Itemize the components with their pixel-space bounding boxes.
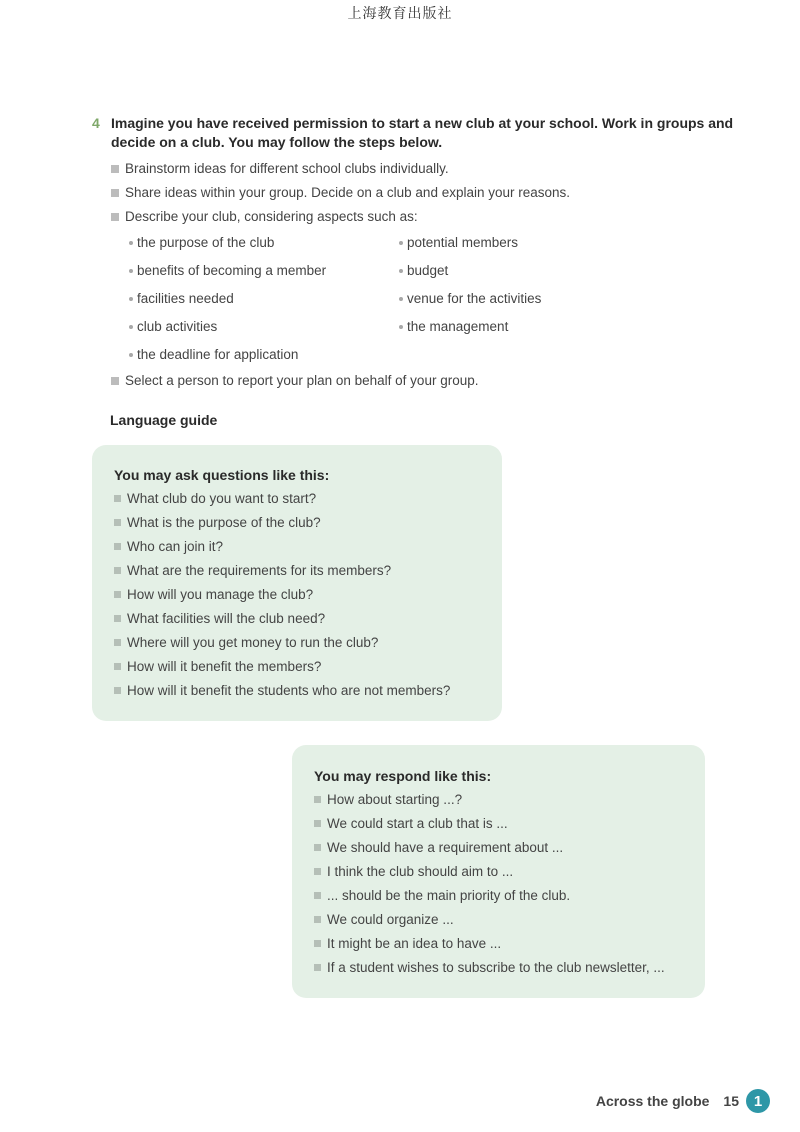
response-text: It might be an idea to have ... [327,936,502,951]
aspect-item [127,229,397,257]
square-bullet-icon [314,964,321,971]
responses-box [292,745,705,998]
question-text: How will you manage the club? [127,587,314,602]
question-text: What are the requirements for its members? [127,563,392,578]
question-text: What club do you want to start? [127,491,317,506]
dot-bullet-icon [399,325,403,329]
page-number: 15 [723,1093,739,1109]
response-item [314,908,697,932]
dot-bullet-icon [399,297,403,301]
dot-bullet-icon [129,269,133,273]
dot-bullet-icon [129,325,133,329]
response-item [314,932,697,956]
task-section [92,114,742,393]
response-item [314,884,697,908]
task-instruction [92,114,742,152]
square-bullet-icon [114,495,121,502]
dot-bullet-icon [129,353,133,357]
square-bullet-icon [114,687,121,694]
unit-number-badge: 1 [746,1089,770,1113]
question-item [114,559,492,583]
response-item [314,860,697,884]
aspect-text: benefits of becoming a member [137,263,327,278]
question-text: What facilities will the club need? [127,611,326,626]
response-text: How about starting ...? [327,792,463,807]
task-instruction-text: Imagine you have received permission to start a new club at your school. Work in groups and decide on a club. You may follow the steps below. [111,115,734,150]
questions-list [114,487,492,703]
response-text: ... should be the main priority of the club. [327,888,571,903]
page-footer [596,1089,770,1113]
response-text: We could organize ... [327,912,454,927]
dot-bullet-icon [129,241,133,245]
aspect-text: venue for the activities [407,291,542,306]
aspect-text: the management [407,319,509,334]
language-guide-heading: Language guide [110,412,218,428]
aspect-item [127,257,397,285]
square-bullet-icon [111,377,119,385]
question-text: How will it benefit the students who are not members? [127,683,451,698]
square-bullet-icon [314,868,321,875]
aspect-item [127,285,397,313]
square-bullet-icon [111,165,119,173]
square-bullet-icon [114,639,121,646]
response-text: If a student wishes to subscribe to the club newsletter, ... [327,960,665,975]
question-item [114,511,492,535]
square-bullet-icon [111,189,119,197]
step-text: Share ideas within your group. Decide on a club and explain your reasons. [125,185,571,200]
response-item [314,812,697,836]
aspects-grid [127,229,742,369]
square-bullet-icon [114,615,121,622]
step-text: Describe your club, considering aspects such as: [125,209,418,224]
aspect-text: facilities needed [137,291,234,306]
aspect-item [397,229,597,257]
question-text: Who can join it? [127,539,224,554]
aspect-item [127,341,397,369]
square-bullet-icon [314,820,321,827]
question-item [114,631,492,655]
question-text: Where will you get money to run the club? [127,635,379,650]
aspect-item [397,257,597,285]
response-text: We should have a requirement about ... [327,840,564,855]
square-bullet-icon [314,796,321,803]
response-item [314,788,697,812]
aspect-text: budget [407,263,449,278]
question-text: What is the purpose of the club? [127,515,321,530]
square-bullet-icon [114,591,121,598]
question-item [114,679,492,703]
aspect-text: club activities [137,319,218,334]
dot-bullet-icon [399,269,403,273]
response-text: We could start a club that is ... [327,816,508,831]
step-item [111,369,742,393]
aspect-text: the purpose of the club [137,235,275,250]
aspect-item [397,313,597,341]
questions-box [92,445,502,721]
unit-title: Across the globe [595,1093,710,1109]
dot-bullet-icon [129,297,133,301]
square-bullet-icon [114,567,121,574]
step-item [111,157,742,181]
responses-title: You may respond like this: [314,768,492,784]
square-bullet-icon [314,916,321,923]
responses-list [314,788,697,980]
question-text: How will it benefit the members? [127,659,322,674]
response-item [314,836,697,860]
publisher-header: 上海教育出版社 [347,6,453,22]
step-item [111,181,742,205]
step-text: Select a person to report your plan on behalf of your group. [125,373,479,388]
aspect-text: the deadline for application [137,347,299,362]
task-number: 4 [92,115,100,131]
aspect-item [127,313,397,341]
square-bullet-icon [114,543,121,550]
square-bullet-icon [111,213,119,221]
step-text: Brainstorm ideas for different school clubs individually. [125,161,449,176]
questions-title: You may ask questions like this: [114,467,330,483]
square-bullet-icon [114,519,121,526]
question-item [114,607,492,631]
question-item [114,583,492,607]
question-item [114,655,492,679]
dot-bullet-icon [399,241,403,245]
aspect-item [397,285,597,313]
square-bullet-icon [114,663,121,670]
response-text: I think the club should aim to ... [327,864,514,879]
question-item [114,487,492,511]
aspect-text: potential members [407,235,519,250]
step-item [111,205,742,369]
response-item [314,956,697,980]
steps-list [92,157,742,393]
square-bullet-icon [314,940,321,947]
question-item [114,535,492,559]
square-bullet-icon [314,844,321,851]
square-bullet-icon [314,892,321,899]
